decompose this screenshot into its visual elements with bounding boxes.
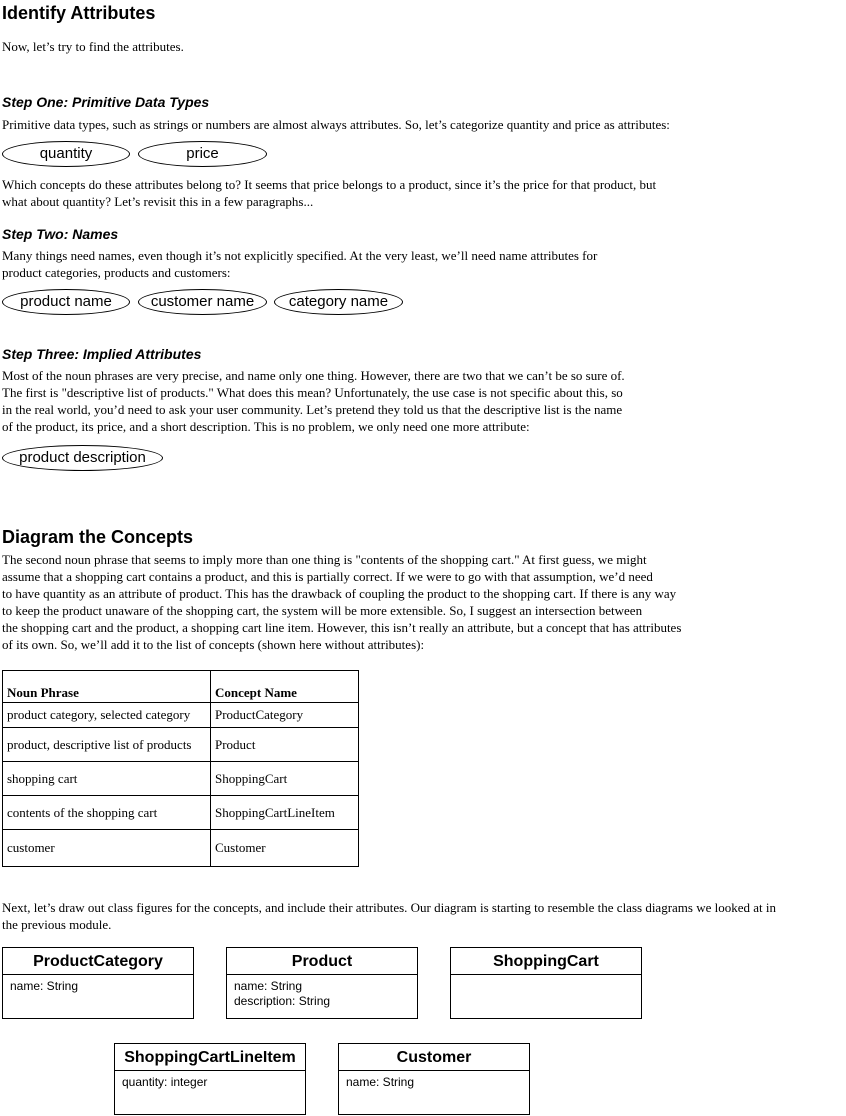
attribute-oval-customer-name: customer name [138, 289, 267, 315]
diagram-title: Diagram the Concepts [2, 527, 194, 547]
step-three-text-line: in the real world, you’d need to ask your user community. Let’s pretend they told us that the descriptive list is the name [2, 402, 623, 417]
table-row [3, 728, 359, 762]
table-row [3, 703, 359, 728]
step-two-heading: Step Two: Names [2, 226, 119, 242]
table-header-concept-name: Concept Name [211, 671, 359, 703]
class-name: ShoppingCartLineItem [115, 1044, 305, 1071]
step-three-text-line: The first is "descriptive list of products." What does this mean? Unfortunately, the use case is not specific about this, so [2, 385, 623, 400]
next-text-line: the previous module. [2, 917, 112, 932]
class-name: Product [227, 948, 417, 975]
class-attribute: name: String [234, 979, 303, 993]
intro-text: Now, let’s try to find the attributes. [2, 39, 184, 54]
diagram-text-line: to keep the product unaware of the shopping cart, the system will be more extensible. So, I suggest an intersection between [2, 603, 643, 618]
class-attributes [3, 975, 193, 994]
table-cell: Customer [211, 830, 359, 867]
class-attributes [339, 1071, 529, 1090]
attribute-oval-quantity: quantity [2, 141, 130, 167]
table-cell: contents of the shopping cart [3, 796, 211, 830]
table-cell: product category, selected category [3, 703, 211, 728]
class-name: ShoppingCart [451, 948, 641, 975]
table-cell: shopping cart [3, 762, 211, 796]
class-name: ProductCategory [3, 948, 193, 975]
table-header-noun-phrase: Noun Phrase [3, 671, 211, 703]
class-attributes [451, 975, 641, 979]
attribute-oval-price: price [138, 141, 267, 167]
attribute-oval-product-description: product description [2, 445, 163, 471]
step-three-heading: Step Three: Implied Attributes [2, 346, 202, 362]
table-header-row [3, 671, 359, 703]
table-row [3, 796, 359, 830]
step-one-heading: Step One: Primitive Data Types [2, 94, 210, 110]
step-three-text-line: Most of the noun phrases are very precise, and name only one thing. However, there are two that we can’t be so sure of. [2, 368, 625, 383]
step-two-text-line: Many things need names, even though it’s not explicitly specified. At the very least, we’ll need name attributes for [2, 248, 598, 263]
page-title: Identify Attributes [2, 3, 156, 23]
class-attribute: name: String [10, 979, 79, 993]
step-one-followup-line: Which concepts do these attributes belong to? It seems that price belongs to a product, since it’s the price for that product, but [2, 177, 657, 192]
diagram-text-line: to have quantity as an attribute of product. This has the drawback of coupling the product to the shopping cart. If there is any way [2, 586, 677, 601]
class-attribute: description: String [234, 994, 331, 1008]
attribute-oval-product-name: product name [2, 289, 130, 315]
class-box-product [226, 947, 418, 1019]
table-cell: Product [211, 728, 359, 762]
table-row [3, 830, 359, 867]
diagram-text-line: the shopping cart and the product, a shopping cart line item. However, this isn’t really an attribute, but a concept that has attributes [2, 620, 682, 635]
table-row [3, 762, 359, 796]
diagram-text-line: assume that a shopping cart contains a product, and this is partially correct. If we were to go with that assumption, we’d need [2, 569, 653, 584]
step-one-followup-line: what about quantity? Let’s revisit this in a few paragraphs... [2, 194, 314, 209]
class-name: Customer [339, 1044, 529, 1071]
table-cell: ShoppingCartLineItem [211, 796, 359, 830]
step-two-text-line: product categories, products and customers: [2, 265, 231, 280]
step-one-text: Primitive data types, such as strings or numbers are almost always attributes. So, let’s categorize quantity and price as attributes: [2, 117, 670, 132]
table-cell: customer [3, 830, 211, 867]
class-box-customer [338, 1043, 530, 1115]
class-box-shoppingcartlineitem [114, 1043, 306, 1115]
next-text-line: Next, let’s draw out class figures for the concepts, and include their attributes. Our diagram is starting to resemble the class diagrams we looked at in [2, 900, 777, 915]
step-three-text-line: of the product, its price, and a short description. This is no problem, we only need one more attribute: [2, 419, 530, 434]
class-attribute: name: String [346, 1075, 415, 1089]
concepts-table [2, 670, 359, 867]
table-cell: ShoppingCart [211, 762, 359, 796]
class-attributes [115, 1071, 305, 1090]
attribute-oval-category-name: category name [274, 289, 403, 315]
table-cell: product, descriptive list of products [3, 728, 211, 762]
diagram-text-line: The second noun phrase that seems to imply more than one thing is "contents of the shopping cart." At first guess, we might [2, 552, 647, 567]
class-attributes [227, 975, 417, 1009]
diagram-text-line: of its own. So, we’ll add it to the list of concepts (shown here without attributes): [2, 637, 425, 652]
class-box-shoppingcart [450, 947, 642, 1019]
table-cell: ProductCategory [211, 703, 359, 728]
class-attribute: quantity: integer [122, 1075, 208, 1089]
class-box-productcategory [2, 947, 194, 1019]
